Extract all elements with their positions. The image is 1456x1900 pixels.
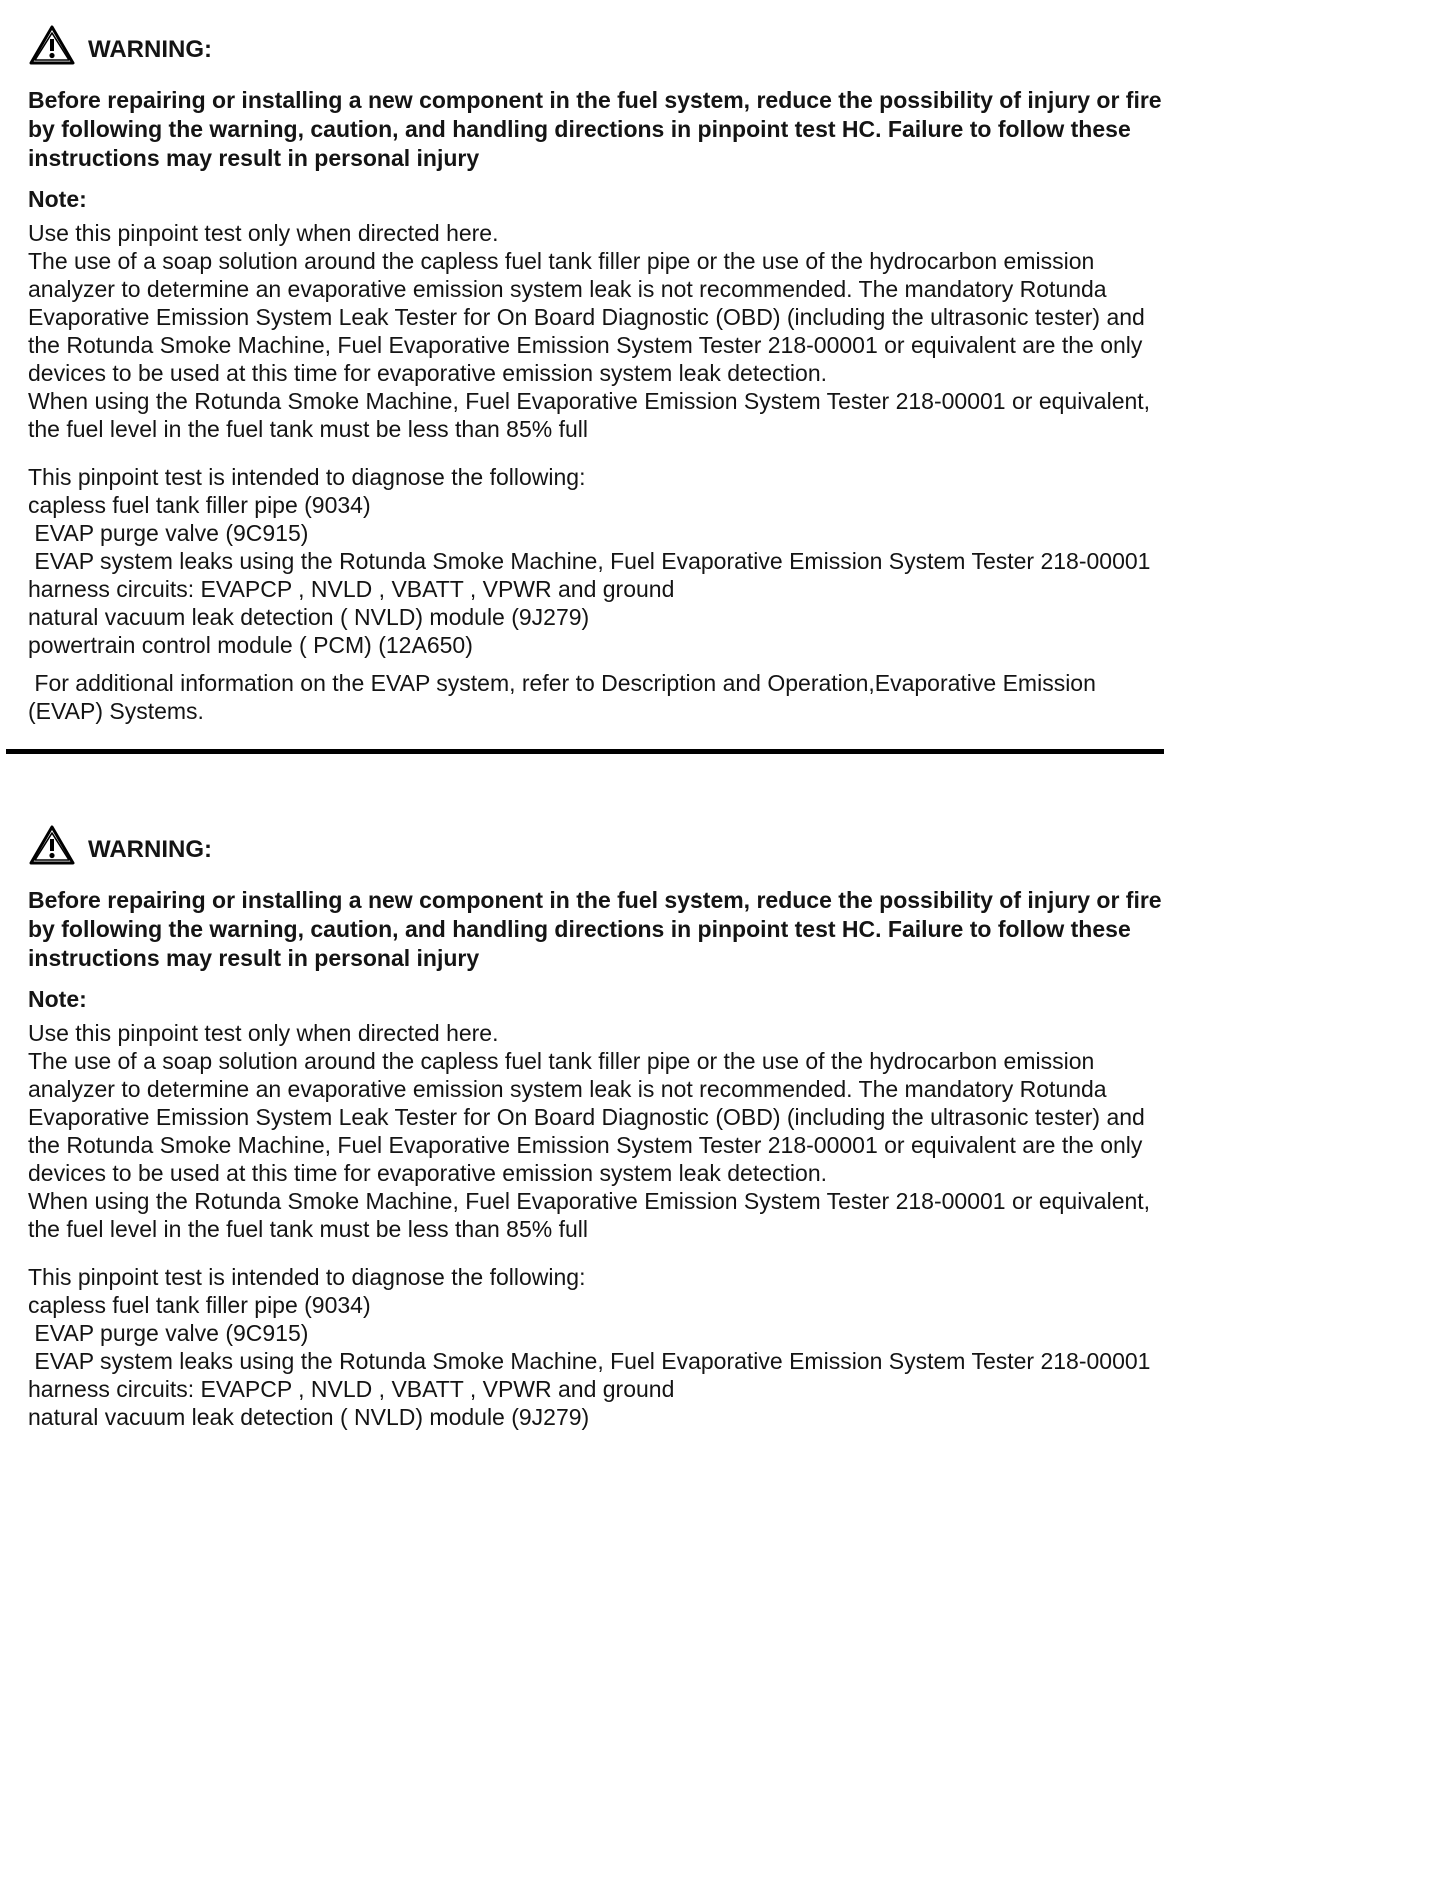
diagnose-intro: This pinpoint test is intended to diagnose the following: [28, 464, 586, 490]
diagnose-item: EVAP system leaks using the Rotunda Smoke Machine, Fuel Evaporative Emission System Tester 218-00001 [28, 548, 1151, 574]
note-paragraphs [28, 1019, 1166, 1243]
note-paragraphs [28, 219, 1166, 443]
diagnose-item: harness circuits: EVAPCP , NVLD , VBATT , VPWR and ground [28, 1376, 675, 1402]
diagnose-item: harness circuits: EVAPCP , NVLD , VBATT , VPWR and ground [28, 576, 675, 602]
diagnose-item: EVAP system leaks using the Rotunda Smoke Machine, Fuel Evaporative Emission System Tester 218-00001 [28, 1348, 1151, 1374]
section-divider [6, 749, 1164, 754]
diagnose-intro: This pinpoint test is intended to diagnose the following: [28, 1264, 586, 1290]
diagnose-list [28, 463, 1166, 659]
note-paragraph: When using the Rotunda Smoke Machine, Fuel Evaporative Emission System Tester 218-00001 or equivalent, the fuel level in the fuel tank must be less than 85% full [28, 1188, 1151, 1242]
warning-triangle-icon [28, 24, 76, 66]
note-paragraph: Use this pinpoint test only when directed here. [28, 220, 499, 246]
note-paragraph: Use this pinpoint test only when directed here. [28, 1020, 499, 1046]
warning-header [28, 824, 1166, 866]
diagnose-item: capless fuel tank filler pipe (9034) [28, 1292, 371, 1318]
warning-triangle-icon [28, 824, 76, 866]
additional-info: For additional information on the EVAP system, refer to Description and Operation,Evaporative Emission (EVAP) Systems. [28, 670, 1103, 724]
note-paragraph: The use of a soap solution around the capless fuel tank filler pipe or the use of the hydrocarbon emission analyzer to determine an evaporative emission system leak is not recommended. The mandatory Rotunda Evaporative Emission System Leak Tester for On Board Diagnostic (OBD) (including the ultrasonic tester) and the Rotunda Smoke Machine, Fuel Evaporative Emission System Tester 218-00001 or equivalent are the only devices to be used at this time for evaporative emission system leak detection. [28, 248, 1145, 386]
note-paragraph: When using the Rotunda Smoke Machine, Fuel Evaporative Emission System Tester 218-00001 or equivalent, the fuel level in the fuel tank must be less than 85% full [28, 388, 1151, 442]
diagnose-item: natural vacuum leak detection ( NVLD) module (9J279) [28, 1404, 590, 1430]
diagnose-list [28, 1263, 1166, 1431]
diagnose-item: EVAP purge valve (9C915) [28, 1320, 309, 1346]
diagnose-item: capless fuel tank filler pipe (9034) [28, 492, 371, 518]
warning-text: Before repairing or installing a new component in the fuel system, reduce the possibility of injury or fire by following the warning, caution, and handling directions in pinpoint test HC. Failure to follow these instructions may result in personal injury [28, 87, 1162, 171]
warning-title: WARNING: [88, 836, 212, 863]
warning-section-1 [28, 24, 1166, 725]
warning-section-2 [28, 824, 1166, 1431]
note-label: Note: [28, 986, 87, 1012]
diagnose-item: natural vacuum leak detection ( NVLD) module (9J279) [28, 604, 590, 630]
note-paragraph: The use of a soap solution around the capless fuel tank filler pipe or the use of the hydrocarbon emission analyzer to determine an evaporative emission system leak is not recommended. The mandatory Rotunda Evaporative Emission System Leak Tester for On Board Diagnostic (OBD) (including the ultrasonic tester) and the Rotunda Smoke Machine, Fuel Evaporative Emission System Tester 218-00001 or equivalent are the only devices to be used at this time for evaporative emission system leak detection. [28, 1048, 1145, 1186]
diagnose-item: powertrain control module ( PCM) (12A650) [28, 632, 473, 658]
diagnose-item: EVAP purge valve (9C915) [28, 520, 309, 546]
warning-text: Before repairing or installing a new component in the fuel system, reduce the possibility of injury or fire by following the warning, caution, and handling directions in pinpoint test HC. Failure to follow these instructions may result in personal injury [28, 887, 1162, 971]
warning-title: WARNING: [88, 36, 212, 63]
warning-header [28, 24, 1166, 66]
note-label: Note: [28, 186, 87, 212]
